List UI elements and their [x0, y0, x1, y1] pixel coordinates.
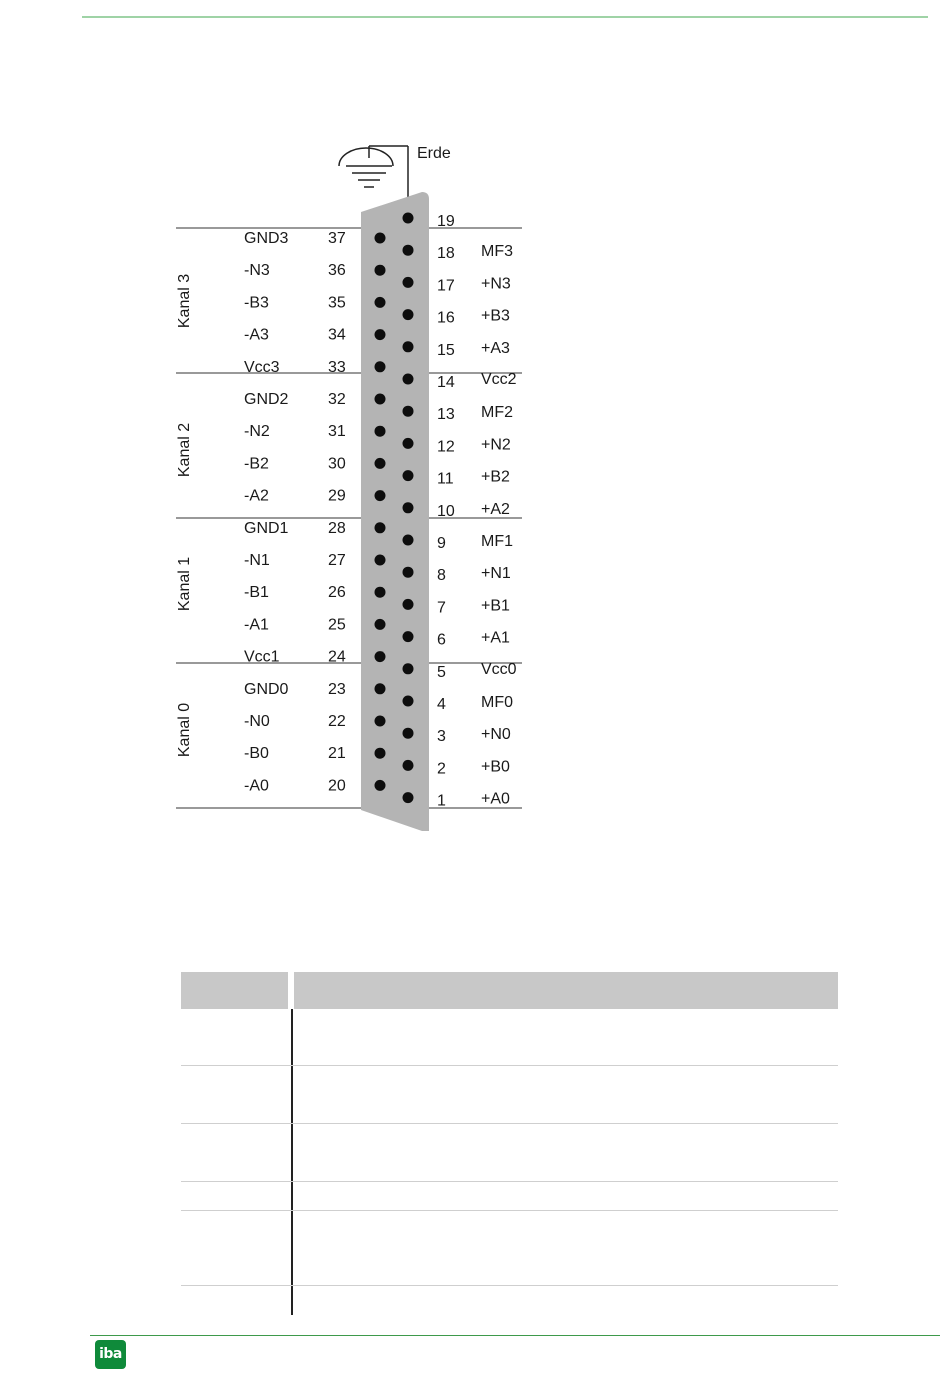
left-pin-signal: -B0 — [244, 745, 269, 763]
pin-dot — [403, 374, 414, 385]
left-pin-signal: GND0 — [244, 680, 289, 698]
left-pin-signal: GND1 — [244, 519, 289, 537]
right-pin-number: 19 — [437, 213, 455, 230]
left-pin-number: 31 — [328, 423, 346, 441]
left-pin-number: 26 — [328, 584, 346, 602]
pin-dot — [403, 792, 414, 803]
left-pin-signal: -A0 — [244, 777, 269, 795]
bottom-rule — [90, 1335, 940, 1336]
right-pin-signal: +B3 — [481, 307, 510, 325]
left-pin-number: 32 — [328, 391, 346, 408]
pin-dot — [403, 502, 414, 513]
left-pin-signal: -N3 — [244, 262, 270, 280]
left-pin-signal: -B1 — [244, 584, 269, 602]
pin-dot — [375, 619, 386, 630]
pin-dot — [403, 438, 414, 449]
right-pin-signal: +B2 — [481, 468, 510, 486]
left-pin-number: 37 — [328, 230, 346, 247]
right-pin-signal: MF1 — [481, 533, 513, 550]
table-row-divider — [181, 1065, 838, 1066]
table-row-divider — [181, 1181, 838, 1182]
right-pin-number: 8 — [437, 567, 446, 585]
channel-label-1: Kanal 1 — [176, 556, 193, 612]
pin-dot — [403, 309, 414, 320]
right-pin-signal: MF2 — [481, 404, 513, 422]
channel-label-2: Kanal 2 — [176, 422, 193, 478]
pin-dot — [375, 394, 386, 405]
right-pin-number: 17 — [437, 277, 455, 295]
right-pin-number: 13 — [437, 406, 455, 424]
pin-dot — [375, 748, 386, 759]
left-pin-number: 22 — [328, 713, 346, 730]
right-pin-number: 10 — [437, 502, 455, 520]
left-pin-signal: GND2 — [244, 391, 289, 408]
right-pin-number: 7 — [437, 599, 446, 617]
left-pin-signal: -A3 — [244, 326, 269, 344]
left-pin-number: 24 — [328, 648, 346, 666]
pin-dot — [375, 297, 386, 308]
table-column-divider — [291, 1009, 293, 1315]
pin-dot — [403, 631, 414, 642]
pin-dot — [403, 245, 414, 256]
pin-dot — [375, 587, 386, 598]
left-pin-signal: -B3 — [244, 294, 269, 312]
left-pin-number: 29 — [328, 487, 346, 505]
right-pin-number: 11 — [437, 470, 454, 488]
right-pin-signal: MF0 — [481, 694, 513, 711]
right-pin-number: 3 — [437, 728, 446, 746]
right-pin-signal: +N2 — [481, 436, 511, 454]
left-pin-signal: GND3 — [244, 230, 289, 247]
pin-dot — [403, 567, 414, 578]
table-row-divider — [181, 1210, 838, 1211]
left-pin-signal: -N2 — [244, 423, 270, 441]
left-pin-number: 21 — [328, 745, 346, 763]
left-pin-number: 34 — [328, 326, 346, 344]
left-pin-signal: Vcc1 — [244, 648, 280, 666]
table-header-cell-2 — [294, 972, 838, 1009]
pin-dot — [375, 683, 386, 694]
left-pin-signal: -B2 — [244, 455, 269, 473]
pin-dot — [375, 265, 386, 276]
left-pin-number: 28 — [328, 519, 346, 537]
pin-dot — [375, 426, 386, 437]
left-pin-number: 25 — [328, 616, 346, 634]
ground-label: Erde — [417, 145, 451, 162]
pin-dot — [375, 651, 386, 662]
right-pin-number: 4 — [437, 696, 446, 713]
connector-body — [361, 192, 429, 831]
right-pin-signal: +B1 — [481, 597, 510, 615]
pin-dot — [375, 233, 386, 244]
right-pin-number: 14 — [437, 374, 455, 391]
right-pin-signal: +N0 — [481, 726, 511, 744]
right-pin-signal: +A2 — [481, 500, 510, 518]
left-pin-signal: Vcc3 — [244, 358, 280, 376]
right-pin-signal: Vcc0 — [481, 660, 517, 678]
iba-logo: iba — [95, 1340, 126, 1369]
pin-dot — [375, 458, 386, 469]
right-pin-signal: +B0 — [481, 758, 510, 776]
right-pin-number: 15 — [437, 341, 455, 359]
pin-dot — [403, 277, 414, 288]
pin-dot — [403, 406, 414, 417]
right-pin-number: 5 — [437, 663, 446, 681]
table-row-divider — [181, 1123, 838, 1124]
pin-dot — [375, 780, 386, 791]
pin-dot — [403, 213, 414, 224]
left-pin-signal: -N1 — [244, 552, 270, 569]
right-pin-number: 18 — [437, 245, 455, 263]
right-pin-signal: +N1 — [481, 565, 511, 583]
pin-dot — [403, 760, 414, 771]
left-pin-number: 35 — [328, 294, 346, 312]
pin-dot — [403, 696, 414, 707]
right-pin-number: 9 — [437, 535, 446, 552]
right-pin-number: 16 — [437, 309, 455, 327]
right-pin-signal: MF3 — [481, 243, 513, 261]
right-pin-number: 2 — [437, 760, 446, 778]
right-pin-signal: +A3 — [481, 339, 510, 357]
right-pin-number: 6 — [437, 631, 446, 649]
right-pin-signal: Vcc2 — [481, 371, 517, 388]
right-pin-number: 12 — [437, 438, 455, 456]
pin-dot — [403, 728, 414, 739]
right-pin-number: 1 — [437, 792, 446, 810]
pin-dot — [375, 361, 386, 372]
pin-dot — [375, 522, 386, 533]
channel-separators — [176, 228, 522, 808]
left-pin-signal: -A1 — [244, 616, 269, 634]
left-pin-number: 20 — [328, 777, 346, 795]
pin-dot — [375, 329, 386, 340]
left-pin-number: 33 — [328, 358, 346, 376]
channel-label-0: Kanal 0 — [176, 702, 193, 758]
left-pin-number: 36 — [328, 262, 346, 280]
left-pin-signal: -A2 — [244, 487, 269, 505]
pin-dot — [403, 663, 414, 674]
left-pin-number: 27 — [328, 552, 346, 569]
channel-label-3: Kanal 3 — [176, 273, 193, 329]
left-pin-number: 30 — [328, 455, 346, 473]
pin-dot — [375, 490, 386, 501]
pin-dot — [403, 470, 414, 481]
pin-dot — [403, 535, 414, 546]
table-header-cell-1 — [181, 972, 288, 1009]
right-pin-signal: +A1 — [481, 629, 510, 647]
left-pin-number: 23 — [328, 680, 346, 698]
right-pin-signal: +N3 — [481, 275, 511, 293]
table-row-divider — [181, 1285, 838, 1286]
pin-dot — [375, 555, 386, 566]
pin-dot — [403, 341, 414, 352]
left-pin-signal: -N0 — [244, 713, 270, 730]
right-pin-signal: +A0 — [481, 790, 510, 808]
pin-dot — [375, 716, 386, 727]
pin-dot — [403, 599, 414, 610]
